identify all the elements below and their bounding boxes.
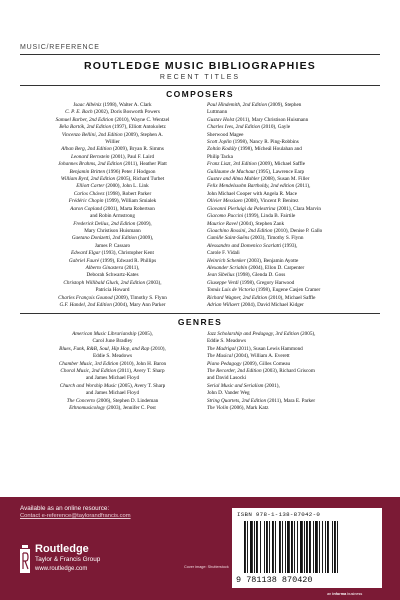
informa-prefix: an: [327, 592, 333, 596]
entry-title: Alexander Scriabin: [207, 264, 248, 271]
entry-title: Tomás Luis de Victoria: [207, 287, 255, 294]
bibliography-entry: [25, 243, 200, 250]
cover-credit: Cover image: Shutterstock: [184, 565, 229, 569]
entry-details: (2011), Avery T. Sharp: [116, 368, 165, 375]
entry-details: (2004), Stephen Zank: [237, 220, 285, 227]
entry-details: (2004), William A. Everett: [232, 353, 290, 360]
divider-top: [20, 54, 380, 55]
entry-details: (1999), Edward R. Phillips: [99, 257, 157, 264]
bibliography-entry: [25, 331, 200, 338]
entry-title: Jean Sibelius: [207, 272, 235, 279]
entry-title: Frédéric Chopin: [68, 198, 104, 205]
composers-left-column: [25, 102, 200, 309]
bibliography-entry: [25, 338, 200, 345]
entry-details: (1999), William Smialek: [103, 198, 157, 205]
entry-details: (2008), Susan M. Filler: [259, 176, 310, 183]
bibliography-entry: [207, 124, 382, 131]
bibliography-entry: [25, 124, 200, 131]
entry-title: Christoph Willibald Gluck, 2nd Edition: [63, 279, 146, 286]
bibliography-entry: [25, 295, 200, 302]
entry-title: Isaac Albéniz: [73, 102, 102, 108]
entry-title: The Concerto: [66, 397, 96, 404]
bibliography-entry: [25, 346, 200, 353]
entry-title: Guillaume de Machaut: [207, 168, 255, 175]
entry-title: Camille Saint-Saëns: [207, 235, 250, 242]
publisher-group: Taylor & Francis Group: [35, 556, 101, 563]
entry-title: Adrian Willaert: [207, 301, 240, 308]
entry-details: (2006), Stephen D. Lindeman: [95, 397, 159, 404]
entry-details: Mary Christison Huismann: [84, 227, 141, 234]
entry-title: Frederick Delius, 2nd Edition: [73, 220, 136, 227]
top-band: [0, 0, 400, 34]
entry-title: Johannes Brahms, 2nd Edition: [58, 161, 123, 168]
entry-details: Sherwood Magee: [207, 131, 244, 138]
entry-details: (2011), Mara E. Parker: [266, 397, 316, 404]
entry-details: John D. Vander Weg: [207, 390, 250, 397]
entry-details: Carol June Bradley: [92, 338, 133, 345]
entry-title: Felix Mendelssohn Bartholdy, 2nd edition: [207, 183, 295, 190]
bibliography-entry: [207, 295, 382, 302]
composers-heading: COMPOSERS: [166, 89, 234, 99]
entry-details: (2003), Jennifer C. Post: [105, 405, 156, 412]
entry-details: Patricia Howard: [95, 287, 130, 294]
entry-details: (2008), Vincent P. Benitez: [242, 198, 299, 205]
entry-details: (1999), Linda B. Fairtile: [243, 213, 296, 220]
entry-title: Church and Worship Music: [59, 382, 117, 389]
entry-title: The Musical: [207, 353, 233, 360]
entry-title: Richard Wagner, 2nd Edition: [207, 294, 268, 301]
divider-genres: [20, 313, 380, 314]
entry-title: Olivier Messiaen: [207, 198, 243, 205]
informa-business: [327, 592, 362, 596]
barcode-digits: 9 781138 870420: [236, 575, 313, 585]
entry-title: Charles Ives, 2nd Edition: [207, 124, 261, 131]
bibliography-entry: [25, 250, 200, 257]
bibliography-entry: [207, 221, 382, 228]
entry-details: (2009),: [135, 220, 152, 227]
entry-details: James P. Cassaro: [94, 242, 131, 249]
entry-details: Philip Tacka: [207, 153, 233, 160]
bibliography-entry: [207, 361, 382, 368]
entry-details: John Michael Cooper with Angela R. Mace: [207, 190, 298, 197]
entry-details: (2004), Mary Ann Parker: [111, 301, 166, 308]
entry-details: (2009), Stephen A.: [122, 131, 164, 138]
entry-details: (2004), David Michael Kidger: [239, 301, 304, 308]
entry-details: (2010), Gayle: [260, 124, 291, 131]
bibliography-entry: [207, 398, 382, 405]
bibliography-entry: [25, 368, 200, 375]
entry-details: (1997), Elliott Antokoletz: [111, 124, 166, 131]
entry-details: (1998), Mícheál Houlahan and: [236, 146, 302, 153]
bibliography-entry: [25, 272, 200, 279]
entry-title: Zoltán Kodály: [207, 146, 237, 153]
entry-title: Jazz Scholarship and Pedagogy, 3rd Edition: [207, 331, 300, 337]
entry-details: (2003), Timothy S. Flynn: [249, 235, 304, 242]
bibliography-entry: [207, 331, 382, 338]
entry-title: Blues, Funk, R&B, Soul, Hip Hop, and Rap: [59, 345, 150, 352]
entry-details: (2001), Marta Robertson: [102, 205, 155, 212]
entry-title: Choral Music, 2nd Edition: [60, 368, 117, 375]
divider-subtitle: [20, 85, 380, 86]
entry-details: Luttmann: [207, 109, 228, 116]
entry-details: (2010), John H. Baron: [118, 360, 167, 367]
entry-title: String Quartets, 2nd Edition: [207, 397, 267, 404]
barcode-icon: [242, 521, 372, 573]
entry-details: (2011),: [294, 183, 311, 190]
genres-left-column: [25, 331, 200, 412]
entry-details: Eddie S. Meadows: [207, 338, 247, 345]
entry-title: Maurice Ravel: [207, 220, 238, 227]
entry-details: (2009), Gilles Comeau: [241, 360, 291, 367]
bibliography-entry: [25, 221, 200, 228]
bibliography-entry: [207, 102, 382, 109]
bibliography-entry: [25, 405, 200, 412]
bibliography-entry: [207, 302, 382, 309]
entry-title: Paul Hindemith, 2nd Edition: [207, 102, 267, 108]
bibliography-entry: [207, 353, 382, 360]
entry-title: C. P. E. Bach: [65, 109, 93, 116]
bibliography-entry: [207, 405, 382, 412]
entry-details: (2006), Mark Katz: [228, 405, 269, 412]
bibliography-entry: [25, 183, 200, 190]
bibliography-entry: [25, 265, 200, 272]
entry-details: (1998), Robert Parker: [104, 190, 152, 197]
online-resource-heading: Available as an online resource:: [20, 505, 110, 512]
entry-details: (2005),: [299, 331, 316, 337]
bibliography-entry: [207, 272, 382, 279]
entry-title: Vincenzo Bellini, 2nd Edition: [61, 131, 123, 138]
entry-details: (1998), Eugene Casjen Cramer: [254, 287, 321, 294]
entry-details: (2001), Clara Marvin: [275, 205, 321, 212]
entry-title: Chamber Music, 3rd Edition: [58, 360, 119, 367]
entry-details: (2011), Mary Christison Huismann: [234, 116, 309, 123]
bibliography-entry: [207, 206, 382, 213]
entry-title: Gioachino Rossini, 2nd Edition: [207, 227, 273, 234]
bibliography-entry: [207, 161, 382, 168]
entry-title: The Violin: [207, 405, 229, 412]
entry-details: (2003), Richard Griscom: [261, 368, 315, 375]
entry-details: (1993), Christopher Kent: [100, 250, 154, 257]
entry-title: Scott Joplin: [207, 139, 232, 146]
routledge-logo-icon: [20, 545, 30, 573]
entry-title: Gaetano Donizetti, 2nd Edition: [71, 235, 137, 242]
entry-title: Giacomo Puccini: [207, 213, 244, 220]
bibliography-entry: [207, 375, 382, 382]
entry-title: Gustav Holst: [207, 116, 235, 123]
entry-title: Giovanni Pierluigi da Palestrina: [207, 205, 276, 212]
entry-details: and David Lasocki: [207, 375, 247, 382]
bibliography-entry: [25, 146, 200, 153]
informa-suffix: business: [346, 592, 363, 596]
entry-title: Leonard Bernstein: [70, 153, 110, 160]
entry-title: Charles François Gounod: [58, 294, 113, 301]
entry-details: (2010),: [149, 345, 166, 352]
entry-details: (2005), Avery T. Sharp: [116, 382, 166, 389]
entry-details: (2011), Heather Platt: [122, 161, 167, 168]
genres-right-column: [207, 331, 382, 412]
entry-details: (2009), Michael Saffle: [256, 161, 305, 168]
bibliography-entry: [207, 383, 382, 390]
bibliography-entry: [207, 132, 382, 139]
bibliography-entry: [25, 213, 200, 220]
entry-details: (2001), Paul F. Laird: [109, 153, 155, 160]
entry-details: (1998), Gregory Harwood: [238, 279, 295, 286]
bibliography-entry: [207, 338, 382, 345]
bibliography-entry: [25, 398, 200, 405]
entry-title: Serial Music and Serialism: [207, 382, 264, 389]
entry-title: Gustav and Alma Mahler: [207, 176, 260, 183]
bibliography-entry: [207, 250, 382, 257]
bibliography-entry: [207, 243, 382, 250]
bibliography-entry: [207, 368, 382, 375]
entry-details: (2000), John L. Link: [104, 183, 149, 190]
entry-details: (2011), Susan Lewis Hammond: [235, 345, 303, 352]
entry-title: Samuel Barber, 2nd Edition: [55, 116, 114, 123]
entry-details: (2009), Timothy S. Flynn: [112, 294, 167, 301]
series-title: ROUTLEDGE MUSIC BIBLIOGRAPHIES: [83, 60, 316, 72]
bibliography-entry: [25, 206, 200, 213]
publisher-name: Routledge: [35, 543, 89, 555]
bibliography-entry: [207, 198, 382, 205]
bibliography-entry: [207, 390, 382, 397]
bibliography-entry: [25, 109, 200, 116]
bibliography-entry: [25, 235, 200, 242]
entry-details: Carole F. Vidali: [207, 250, 240, 257]
entry-details: (2009), Stephen: [266, 102, 302, 108]
bibliography-entry: [207, 146, 382, 153]
bibliography-entry: [207, 213, 382, 220]
bibliography-entry: [25, 287, 200, 294]
bibliography-entry: [207, 109, 382, 116]
entry-details: (2009), Bryan R. Simms: [111, 146, 164, 153]
entry-title: American Music Librarianship: [72, 331, 137, 337]
entry-details: (2005), Richard Turbet: [115, 176, 165, 183]
bibliography-entry: [25, 383, 200, 390]
entry-details: (1995), Lawrence Earp: [254, 168, 305, 175]
bibliography-entry: [207, 169, 382, 176]
series-subtitle: RECENT TITLES: [159, 74, 241, 81]
entry-details: (1998), Glenda D. Goss: [234, 272, 286, 279]
entry-title: Edward Elgar: [71, 250, 101, 257]
entry-details: (1998), Nancy R. Ping-Robbins: [231, 139, 299, 146]
entry-details: (2010), Michael Saffle: [267, 294, 316, 301]
informa-brand: informa: [332, 592, 347, 596]
entry-title: Alessandro and Domenico Scarlatti: [207, 242, 282, 249]
entry-title: Franz Liszt, 3rd Edition: [207, 161, 257, 168]
isbn-text: ISBN 978-1-138-87042-0: [237, 511, 321, 518]
bibliography-entry: [207, 235, 382, 242]
entry-details: (2011),: [123, 264, 140, 271]
bibliography-entry: [25, 169, 200, 176]
entry-details: (2010), Wayne C. Wentzel: [113, 116, 170, 123]
entry-details: and Robin Armstrong: [90, 213, 135, 220]
genres-heading: GENRES: [177, 317, 223, 327]
bibliography-entry: [25, 353, 200, 360]
entry-details: Deborah Schwartz-Kates: [86, 272, 139, 279]
bibliography-entry: [25, 258, 200, 265]
entry-title: Ethnomusicology: [69, 405, 106, 412]
bibliography-entry: [25, 302, 200, 309]
entry-title: Alberto Ginastera: [85, 264, 124, 271]
entry-details: (2004), Ellon D. Carpenter: [247, 264, 305, 271]
entry-title: Elliott Carter: [76, 183, 105, 190]
category-label: MUSIC/REFERENCE: [20, 44, 100, 51]
bibliography-entry: [25, 375, 200, 382]
bibliography-entry: [25, 198, 200, 205]
entry-title: Alban Berg, 2nd Edition: [61, 146, 112, 153]
entry-details: (2002), Doris Bosworth Powers: [92, 109, 160, 116]
entry-details: Eddie S. Meadows: [92, 353, 133, 360]
bibliography-entry: [25, 390, 200, 397]
bibliography-entry: [25, 280, 200, 287]
entry-details: and James Michael Floyd: [85, 390, 140, 397]
entry-title: Benjamin Britten: [69, 168, 106, 175]
entry-details: (2003), Benjamin Ayotte: [245, 257, 299, 264]
bibliography-entry: [207, 258, 382, 265]
bibliography-entry: [207, 287, 382, 294]
entry-title: Heinrich Schenker: [207, 257, 246, 264]
entry-title: Aaron Copland: [70, 205, 103, 212]
entry-title: Béla Bartók, 2nd Edition: [59, 124, 112, 131]
publisher-url[interactable]: www.routledge.com: [35, 566, 88, 572]
entry-title: Piano Pedagogy: [207, 360, 242, 367]
entry-details: (1993),: [281, 242, 298, 249]
entry-details: and James Michael Floyd: [85, 375, 140, 382]
entry-title: William Byrd, 2nd Edition: [60, 176, 116, 183]
bibliography-entry: [207, 183, 382, 190]
entry-title: Gabriel Fauré: [68, 257, 100, 264]
entry-details: (2003),: [145, 279, 162, 286]
entry-title: The Madrigal: [207, 345, 236, 352]
entry-title: G.F. Handel, 2nd Edition: [59, 301, 112, 308]
entry-details: (2001),: [263, 382, 280, 389]
contact-link[interactable]: Contact e-reference@taylorandfrancis.com: [20, 513, 131, 519]
bibliography-entry: [25, 132, 200, 139]
bibliography-entry: [25, 161, 200, 168]
entry-title: Carlos Chávez: [73, 190, 105, 197]
entry-title: Giuseppe Verdi: [207, 279, 239, 286]
entry-details: (1996) Peter J Hodgson: [105, 168, 156, 175]
entry-title: The Recorder, 2nd Edition: [207, 368, 262, 375]
composers-right-column: [207, 102, 382, 309]
entry-details: (2005),: [136, 331, 153, 337]
bibliography-entry: [25, 361, 200, 368]
entry-details: (1998), Walter A. Clark: [101, 102, 152, 108]
entry-details: (2010), Denise P. Gallo: [272, 227, 323, 234]
entry-details: Willier: [105, 139, 120, 146]
entry-details: (2009),: [136, 235, 154, 242]
